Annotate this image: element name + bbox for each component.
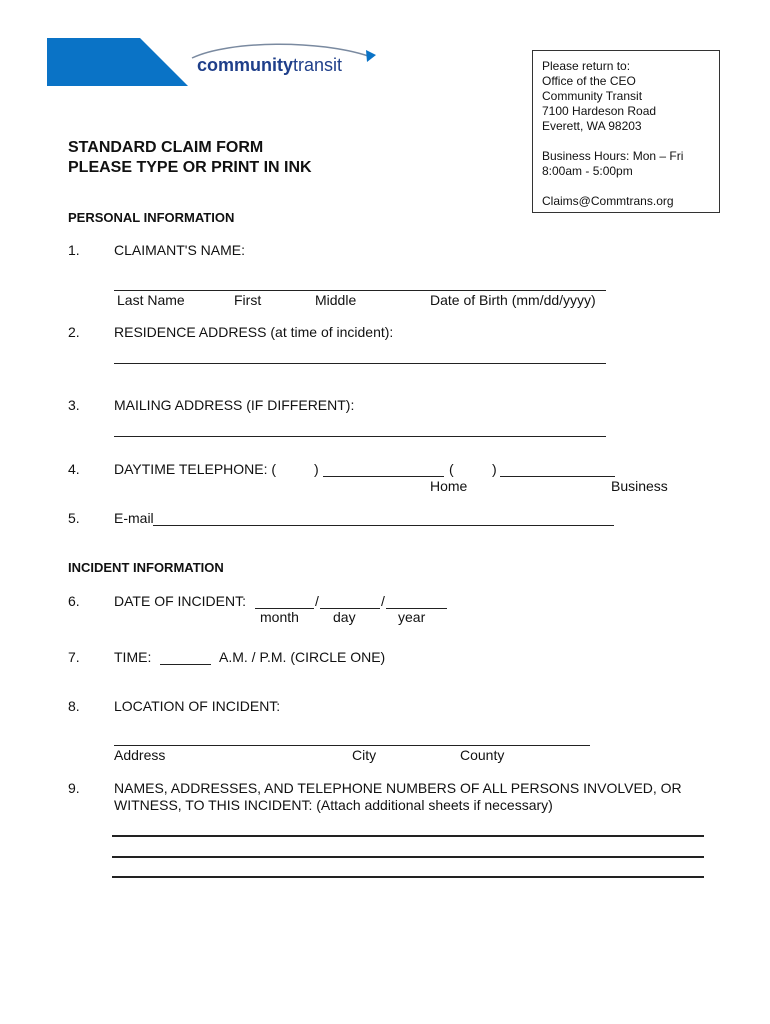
q6-number: 6. bbox=[68, 593, 80, 609]
logo-wordmark bbox=[197, 55, 342, 76]
q9-label-line2: WITNESS, TO THIS INCIDENT: (Attach additional sheets if necessary) bbox=[114, 797, 553, 813]
q8-number: 8. bbox=[68, 698, 80, 714]
q4-paren-open-business: ( bbox=[449, 461, 454, 477]
q4-number: 4. bbox=[68, 461, 80, 477]
q5-label: E-mail bbox=[114, 510, 154, 526]
incident-time-field[interactable] bbox=[160, 664, 211, 665]
q3-number: 3. bbox=[68, 397, 80, 413]
q1-number: 1. bbox=[68, 242, 80, 258]
q2-label: RESIDENCE ADDRESS (at time of incident): bbox=[114, 324, 394, 340]
logo-swoosh-icon bbox=[0, 0, 380, 92]
incident-location-field[interactable] bbox=[114, 745, 590, 746]
middle-name-label: Middle bbox=[315, 292, 357, 308]
form-title: STANDARD CLAIM FORM bbox=[68, 139, 264, 156]
return-line: 7100 Hardeson Road bbox=[542, 104, 657, 118]
business-label: Business bbox=[611, 478, 668, 494]
incident-info-heading: INCIDENT INFORMATION bbox=[68, 560, 224, 575]
q6-label: DATE OF INCIDENT: bbox=[114, 593, 246, 609]
mailing-address-field[interactable] bbox=[114, 436, 606, 437]
q7-number: 7. bbox=[68, 649, 80, 665]
form-instruction: PLEASE TYPE OR PRINT IN INK bbox=[68, 159, 312, 176]
return-line: Community Transit bbox=[542, 89, 643, 103]
date-slash: / bbox=[315, 593, 319, 609]
business-hours: Business Hours: Mon – Fri bbox=[542, 149, 684, 163]
logo-brand-bold: community bbox=[197, 55, 294, 75]
q1-label: CLAIMANT'S NAME: bbox=[114, 242, 246, 258]
q9-label-line1: NAMES, ADDRESSES, AND TELEPHONE NUMBERS OF ALL PERSONS INVOLVED, OR bbox=[114, 780, 682, 796]
return-line: Please return to: bbox=[542, 59, 631, 73]
personal-info-heading: PERSONAL INFORMATION bbox=[68, 210, 235, 225]
location-address-label: Address bbox=[114, 747, 166, 763]
location-county-label: County bbox=[460, 747, 505, 763]
persons-involved-line-3[interactable] bbox=[112, 876, 704, 878]
persons-involved-line-1[interactable] bbox=[112, 835, 704, 837]
business-phone-field[interactable] bbox=[500, 476, 615, 477]
email-field[interactable] bbox=[153, 525, 614, 526]
q3-label: MAILING ADDRESS (IF DIFFERENT): bbox=[114, 397, 355, 413]
logo-brand-light: transit bbox=[293, 55, 343, 75]
location-city-label: City bbox=[352, 747, 377, 763]
last-name-label: Last Name bbox=[117, 292, 185, 308]
date-slash: / bbox=[381, 593, 385, 609]
residence-address-field[interactable] bbox=[114, 363, 606, 364]
first-name-label: First bbox=[234, 292, 262, 308]
day-label: day bbox=[333, 609, 356, 625]
home-phone-field[interactable] bbox=[323, 476, 444, 477]
business-hours-time: 8:00am - 5:00pm bbox=[542, 164, 633, 178]
ampm-choice[interactable]: A.M. / P.M. (CIRCLE ONE) bbox=[219, 649, 386, 665]
q4-paren-close-home: ) bbox=[314, 461, 319, 477]
claims-email[interactable]: Claims@Commtrans.org bbox=[542, 194, 674, 208]
q9-number: 9. bbox=[68, 780, 80, 796]
q8-label: LOCATION OF INCIDENT: bbox=[114, 698, 281, 714]
persons-involved-line-2[interactable] bbox=[112, 856, 704, 858]
q4-label: DAYTIME TELEPHONE: ( bbox=[114, 461, 277, 477]
month-label: month bbox=[260, 609, 299, 625]
home-label: Home bbox=[430, 478, 468, 494]
return-line: Everett, WA 98203 bbox=[542, 119, 642, 133]
q4-paren-close-business: ) bbox=[492, 461, 497, 477]
year-label: year bbox=[398, 609, 426, 625]
return-line: Office of the CEO bbox=[542, 74, 636, 88]
q7-label: TIME: bbox=[114, 649, 152, 665]
q5-number: 5. bbox=[68, 510, 80, 526]
return-address-box bbox=[532, 50, 720, 213]
claimant-name-field[interactable] bbox=[114, 290, 606, 291]
q2-number: 2. bbox=[68, 324, 80, 340]
dob-label: Date of Birth (mm/dd/yyyy) bbox=[430, 292, 596, 308]
